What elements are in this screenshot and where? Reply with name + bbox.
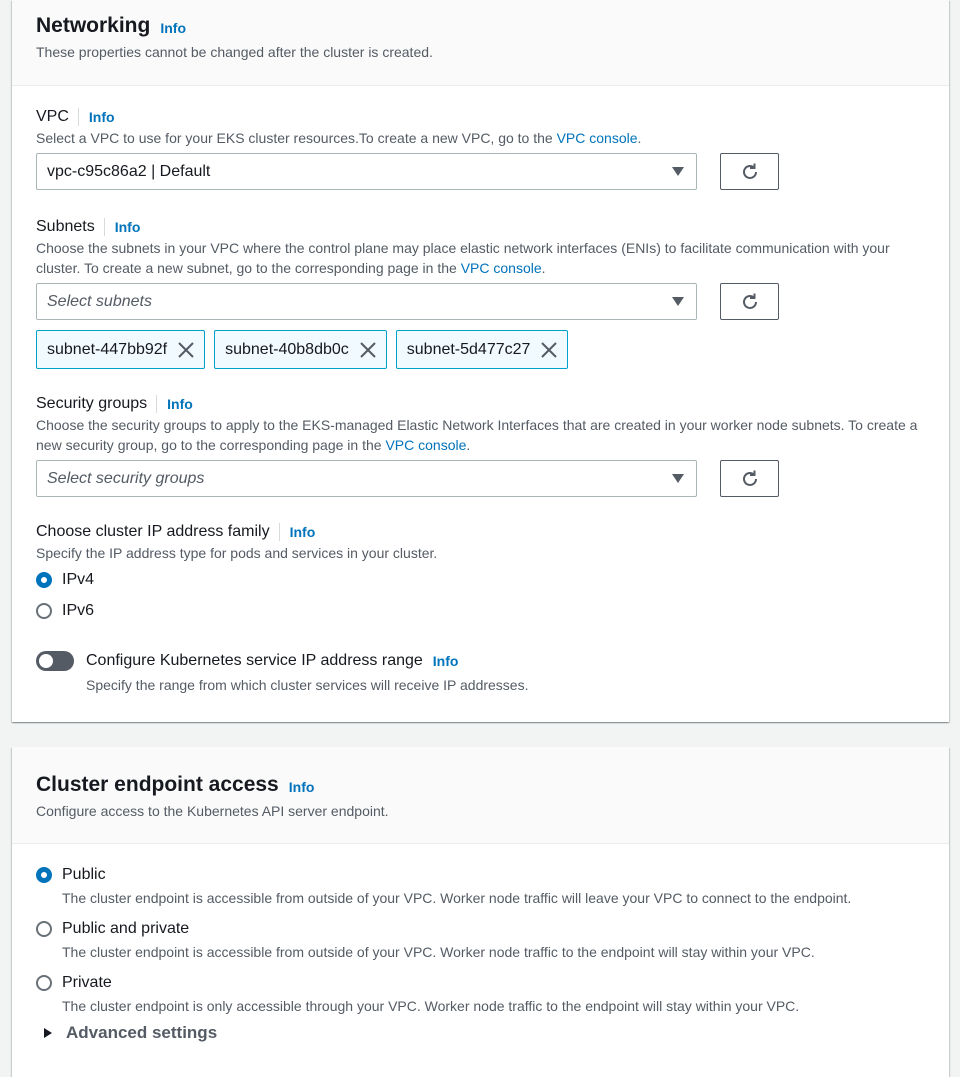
subnets-select[interactable] <box>36 283 697 320</box>
vpc-field <box>36 106 936 190</box>
vpc-desc-suffix: . <box>637 130 642 146</box>
service-range-label: Configure Kubernetes service IP address range <box>86 652 423 669</box>
vpc-console-link[interactable]: VPC console <box>556 130 638 146</box>
networking-info-link[interactable]: Info <box>160 20 186 36</box>
vpc-select-row <box>36 153 936 190</box>
subnet-token <box>214 330 387 369</box>
security-groups-description <box>36 415 936 455</box>
vpc-refresh-button[interactable] <box>720 153 779 190</box>
networking-title: Networking <box>36 14 151 37</box>
subnet-token-label: subnet-5d477c27 <box>406 340 531 358</box>
vpc-label: VPC <box>36 108 69 125</box>
radio-ipv6[interactable] <box>36 600 936 622</box>
close-icon[interactable] <box>177 341 195 359</box>
label-separator <box>279 523 280 541</box>
radio-public[interactable] <box>36 864 936 886</box>
radio-unchecked-icon <box>36 921 52 937</box>
vpc-selected-value: vpc-c95c86a2 | Default <box>47 162 211 180</box>
refresh-icon <box>740 162 760 182</box>
ip-family-label: Choose cluster IP address family <box>36 523 270 540</box>
endpoint-option-private <box>36 972 936 1016</box>
networking-panel <box>12 0 949 722</box>
vpc-info-link[interactable]: Info <box>88 109 115 125</box>
networking-description: These properties cannot be changed after the cluster is created. <box>36 44 433 60</box>
radio-checked-icon <box>36 572 52 588</box>
endpoint-description: Configure access to the Kubernetes API server endpoint. <box>36 803 389 819</box>
endpoint-panel <box>12 747 949 1077</box>
radio-ipv4[interactable] <box>36 569 936 591</box>
security-groups-info-link[interactable]: Info <box>167 396 193 412</box>
subnet-tokens <box>36 330 936 369</box>
vpc-label-row <box>36 106 936 128</box>
caret-down-icon <box>672 297 684 306</box>
label-separator <box>156 395 157 413</box>
vpc-console-link[interactable]: VPC console <box>460 260 542 276</box>
radio-label: Public and private <box>62 920 190 937</box>
security-groups-select[interactable] <box>36 460 697 497</box>
networking-title-row <box>36 12 925 40</box>
security-groups-label-row <box>36 393 936 415</box>
networking-header <box>12 0 949 86</box>
security-groups-field <box>36 393 936 497</box>
endpoint-title: Cluster endpoint access <box>36 773 279 796</box>
ip-family-description: Specify the IP address type for pods and services in your cluster. <box>36 545 438 561</box>
caret-down-icon <box>672 474 684 483</box>
radio-label: Private <box>62 974 112 991</box>
subnets-info-link[interactable]: Info <box>114 219 141 235</box>
ip-family-label-row <box>36 521 936 543</box>
radio-label: IPv4 <box>62 571 95 588</box>
subnet-token-label: subnet-40b8db0c <box>225 340 349 358</box>
refresh-icon <box>740 469 760 489</box>
endpoint-option-public-private <box>36 918 936 962</box>
caret-down-icon <box>672 167 684 176</box>
ip-family-info-link[interactable]: Info <box>289 524 316 540</box>
close-icon[interactable] <box>359 341 377 359</box>
vpc-desc-text: Select a VPC to use for your EKS cluster resources.To create a new VPC, go to the <box>36 130 557 146</box>
advanced-settings-label: Advanced settings <box>66 1023 218 1042</box>
subnets-desc-text: Choose the subnets in your VPC where the control plane may place elastic network interfaces (ENIs) to facilitate communication with your cluster. To create a new subnet, go to the corresponding page in the <box>36 240 890 276</box>
service-range-toggle[interactable] <box>36 651 74 671</box>
endpoint-header <box>12 747 949 844</box>
security-groups-refresh-button[interactable] <box>720 460 779 497</box>
security-groups-placeholder: Select security groups <box>47 469 205 487</box>
service-range-row <box>36 650 936 672</box>
subnets-label-row <box>36 216 936 238</box>
radio-description: The cluster endpoint is accessible from outside of your VPC. Worker node traffic to the endpoint will stay within your VPC. <box>62 944 815 960</box>
subnets-select-row <box>36 283 936 320</box>
label-separator <box>78 108 79 126</box>
caret-right-icon <box>42 1027 54 1039</box>
subnets-placeholder: Select subnets <box>47 292 152 310</box>
subnets-desc-suffix: . <box>541 260 546 276</box>
radio-public-and-private[interactable] <box>36 918 936 940</box>
endpoint-info-link[interactable]: Info <box>288 779 315 795</box>
radio-description: The cluster endpoint is accessible from outside of your VPC. Worker node traffic will leave your VPC to connect to the endpoint. <box>62 890 852 906</box>
label-separator <box>104 218 105 236</box>
radio-private[interactable] <box>36 972 936 994</box>
endpoint-title-row <box>36 771 925 799</box>
subnets-label: Subnets <box>36 218 95 235</box>
security-groups-desc-text: Choose the security groups to apply to the EKS-managed Elastic Network Interfaces that are created in your worker node subnets. To create a new security group, go to the corresponding page in the <box>36 417 918 453</box>
subnet-token-label: subnet-447bb92f <box>47 340 168 358</box>
service-range-description: Specify the range from which cluster services will receive IP addresses. <box>86 677 529 693</box>
vpc-select[interactable] <box>36 153 697 190</box>
security-groups-desc-suffix: . <box>466 437 471 453</box>
subnet-token <box>396 330 569 369</box>
radio-label: Public <box>62 866 106 883</box>
security-groups-select-row <box>36 460 936 497</box>
radio-label: IPv6 <box>62 602 95 619</box>
subnet-token <box>36 330 205 369</box>
refresh-icon <box>740 292 760 312</box>
endpoint-option-public <box>36 864 936 908</box>
service-range-field <box>36 650 936 695</box>
subnets-description <box>36 238 936 278</box>
radio-checked-icon <box>36 867 52 883</box>
close-icon[interactable] <box>540 341 558 359</box>
ip-family-field <box>36 521 936 622</box>
security-groups-label: Security groups <box>36 395 148 412</box>
subnets-refresh-button[interactable] <box>720 283 779 320</box>
advanced-settings-toggle[interactable] <box>36 1022 936 1044</box>
endpoint-options <box>36 864 936 1044</box>
radio-unchecked-icon <box>36 975 52 991</box>
vpc-description <box>36 128 936 148</box>
radio-description: The cluster endpoint is only accessible through your VPC. Worker node traffic to the endpoint will stay within your VPC. <box>62 998 800 1014</box>
vpc-console-link[interactable]: VPC console <box>385 437 467 453</box>
radio-unchecked-icon <box>36 603 52 619</box>
service-range-info-link[interactable]: Info <box>432 653 459 669</box>
subnets-field <box>36 216 936 369</box>
